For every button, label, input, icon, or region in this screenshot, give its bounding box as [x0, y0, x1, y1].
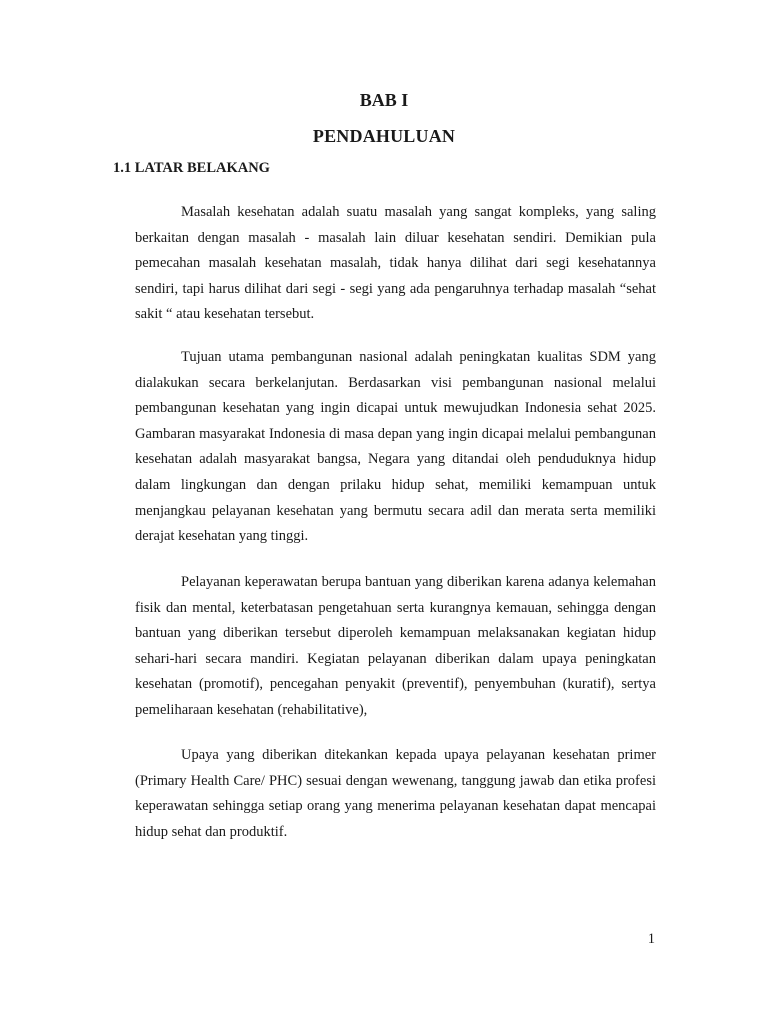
chapter-title: PENDAHULUAN [312, 126, 456, 146]
chapter-number: BAB I [359, 90, 409, 110]
paragraph-4: Upaya yang diberikan ditekankan kepada upaya pelayanan kesehatan primer (Primary Health Care/ PHC) sesuai dengan wewenang, tanggung jawab dan etika profesi keperawatan sehingga setiap orang yang menerima pelayanan kesehatan dapat mencapai hidup sehat dan produktif. [135, 747, 656, 840]
paragraph-1: Masalah kesehatan adalah suatu masalah yang sangat kompleks, yang saling berkaitan dengan masalah - masalah lain diluar kesehatan sendiri. Demikian pula pemecahan masalah kesehatan masalah, tidak hanya dilihat dari segi kesehatannya sendiri, tapi harus dilihat dari segi - segi yang ada pengaruhnya terhadap masalah “sehat sakit “ atau kesehatan tersebut. [135, 204, 656, 323]
section-heading: 1.1 LATAR BELAKANG [113, 160, 270, 176]
paragraph-3: Pelayanan keperawatan berupa bantuan yang diberikan karena adanya kelemahan fisik dan mental, keterbatasan pengetahuan serta kurangnya kemauan, sehingga dengan bantuan yang diberikan tersebut diperoleh kemampuan melaksanakan kegiatan hidup sehari-hari secara mandiri. Kegiatan pelayanan diberikan dalam upaya peningkatan kesehatan (promotif), pencegahan penyakit (preventif), penyembuhan (kuratif), sertya pemeliharaan kesehatan (rehabilitative), [135, 574, 656, 718]
page-number: 1 [647, 931, 655, 947]
paragraph-2: Tujuan utama pembangunan nasional adalah peningkatan kualitas SDM yang dialakukan secara berkelanjutan. Berdasarkan visi pembangunan nasional melalui pembangunan kesehatan yang ingin dicapai untuk mewujudkan Indonesia sehat 2025. Gambaran masyarakat Indonesia di masa depan yang ingin dicapai melalui pembangunan kesehatan adalah masyarakat bangsa, Negara yang ditandai oleh penduduknya hidup dalam lingkungan dan dengan prilaku hidup sehat, memiliki kemampuan untuk menjangkau pelayanan kesehatan yang bermutu secara adil dan merata serta memiliki derajat kesehatan yang tinggi. [135, 349, 656, 545]
